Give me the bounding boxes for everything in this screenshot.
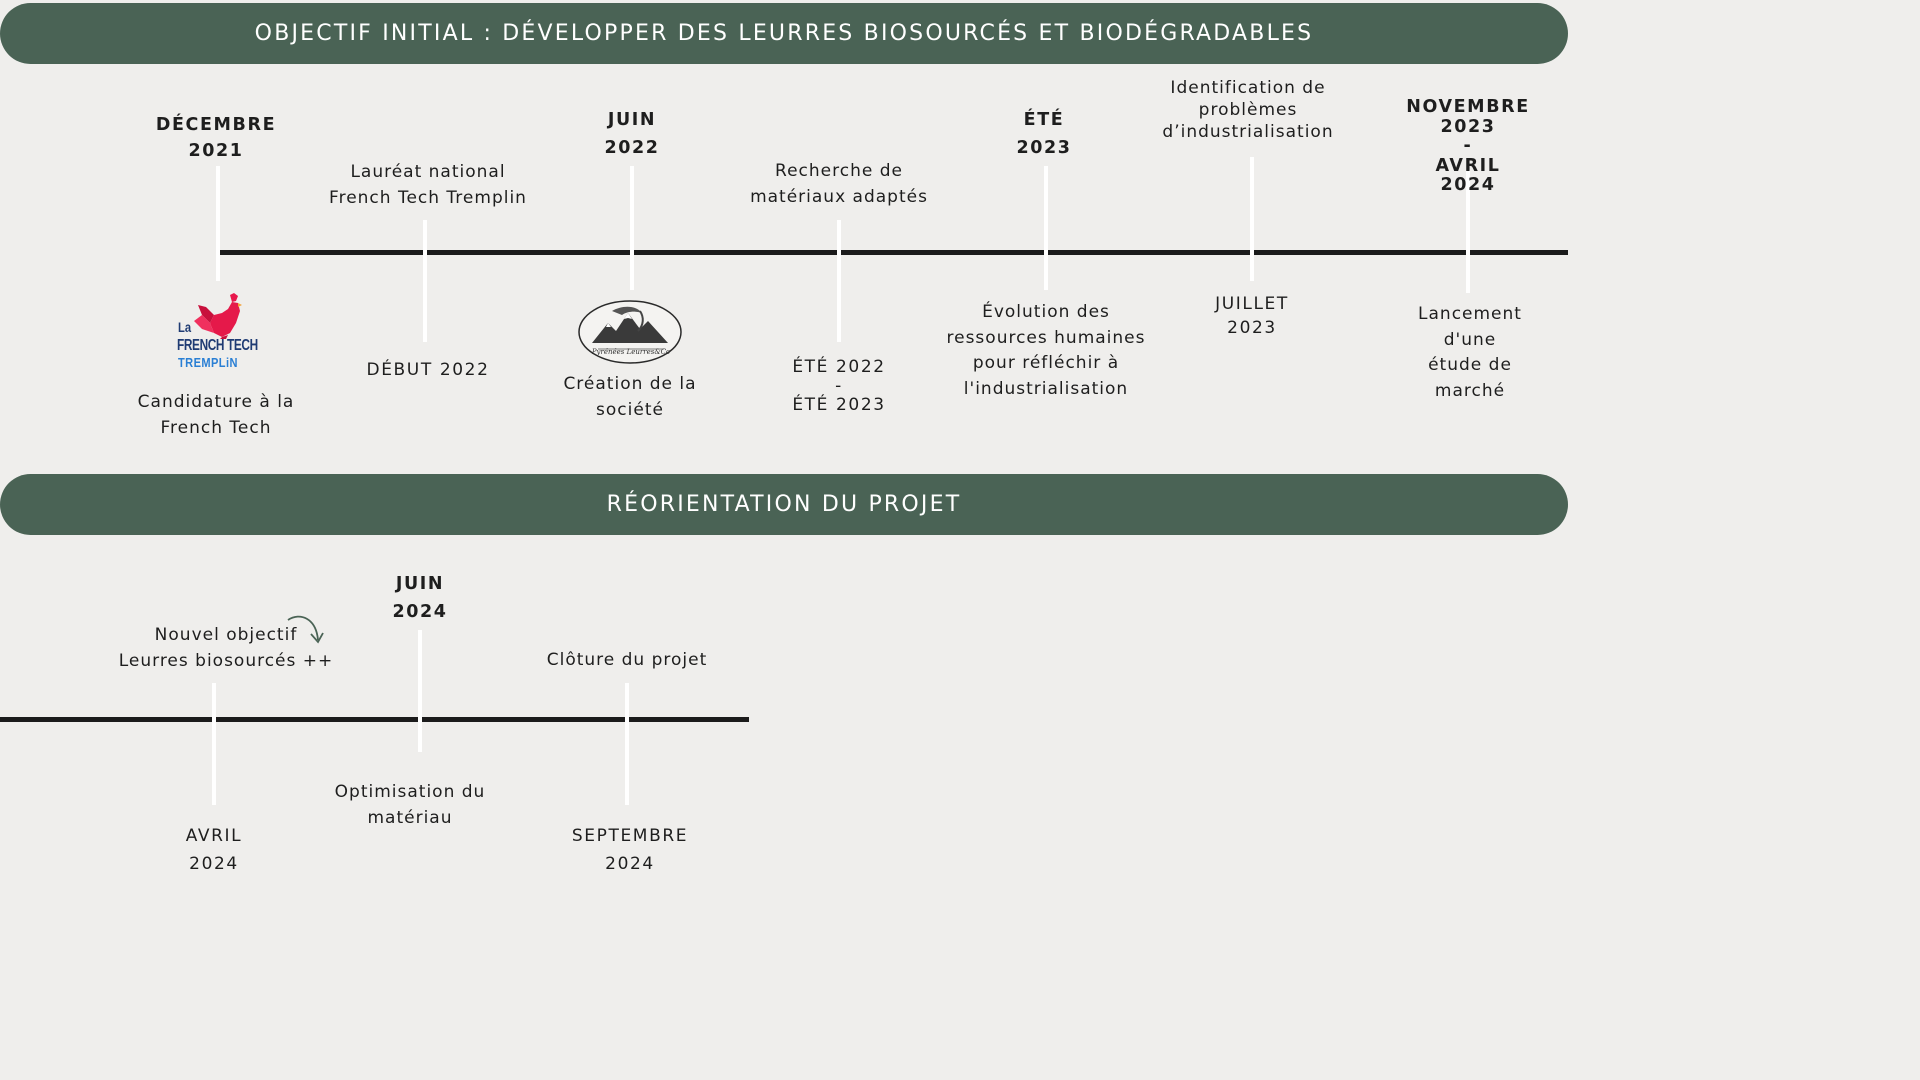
tick-dec2021 bbox=[216, 166, 220, 281]
tick-juin2022 bbox=[630, 166, 634, 290]
date-juin2022: JUIN 2022 bbox=[604, 110, 660, 158]
french-tech-logo-la: La bbox=[178, 319, 192, 335]
date-debut2022: DÉBUT 2022 bbox=[366, 360, 490, 380]
date-ete2022: ÉTÉ 2022 - ÉTÉ 2023 bbox=[792, 357, 886, 415]
tick-ete2022 bbox=[837, 220, 841, 342]
date-avril2024: AVRIL 2024 bbox=[185, 826, 243, 874]
label-ete2022: Recherche de matériaux adaptés bbox=[750, 161, 928, 207]
label-dec2021: Candidature à la French Tech bbox=[137, 392, 295, 438]
banner-objectif-initial: OBJECTIF INITIAL : DÉVELOPPER DES LEURRES BIOSOURCÉS ET BIODÉGRADABLES bbox=[0, 3, 1568, 64]
label-avril2024: Nouvel objectif Leurres biosourcés ++ bbox=[118, 625, 334, 671]
pyrenees-leurres-logo bbox=[578, 299, 682, 365]
label-juillet2023: Identification de problèmes d’industrialisation bbox=[1162, 78, 1334, 142]
banner-reorientation: RÉORIENTATION DU PROJET bbox=[0, 474, 1568, 535]
label-ete2023: Évolution des ressources humaines pour réfléchir à l'industrialisation bbox=[946, 302, 1146, 399]
label-juin2024: Optimisation du matériau bbox=[334, 782, 486, 828]
label-debut2022: Lauréat national French Tech Tremplin bbox=[329, 162, 527, 208]
date-juin2024: JUIN 2024 bbox=[392, 574, 448, 622]
date-ete2023: ÉTÉ 2023 bbox=[1016, 110, 1072, 158]
french-tech-logo bbox=[176, 293, 258, 375]
french-tech-logo-tremplin: TREMPLiN bbox=[178, 355, 238, 370]
rooster-icon bbox=[192, 293, 252, 339]
pyrenees-leurres-logo-text: Pyrénées Leurres&Co bbox=[591, 348, 671, 356]
label-nov2023: Lancement d'une étude de marché bbox=[1418, 304, 1522, 401]
tick-juin2024 bbox=[418, 630, 422, 752]
tick-ete2023 bbox=[1044, 166, 1048, 290]
date-dec2021: DÉCEMBRE 2021 bbox=[155, 115, 277, 161]
tick-avril2024 bbox=[212, 683, 216, 805]
date-juillet2023: JUILLET 2023 bbox=[1215, 294, 1289, 338]
label-sept2024: Clôture du projet bbox=[546, 650, 708, 670]
timeline-axis-1 bbox=[218, 250, 1568, 255]
label-juin2022: Création de la société bbox=[563, 374, 697, 420]
curved-arrow-icon bbox=[286, 614, 326, 648]
tick-debut2022 bbox=[423, 220, 427, 342]
tick-juillet2023 bbox=[1250, 157, 1254, 281]
timeline-axis-2 bbox=[0, 717, 749, 722]
tick-sept2024 bbox=[625, 683, 629, 805]
date-sept2024: SEPTEMBRE 2024 bbox=[571, 826, 689, 874]
french-tech-logo-name: FRENCH TECH bbox=[177, 337, 258, 354]
date-nov2023: NOVEMBRE 2023 - AVRIL 2024 bbox=[1406, 97, 1530, 195]
